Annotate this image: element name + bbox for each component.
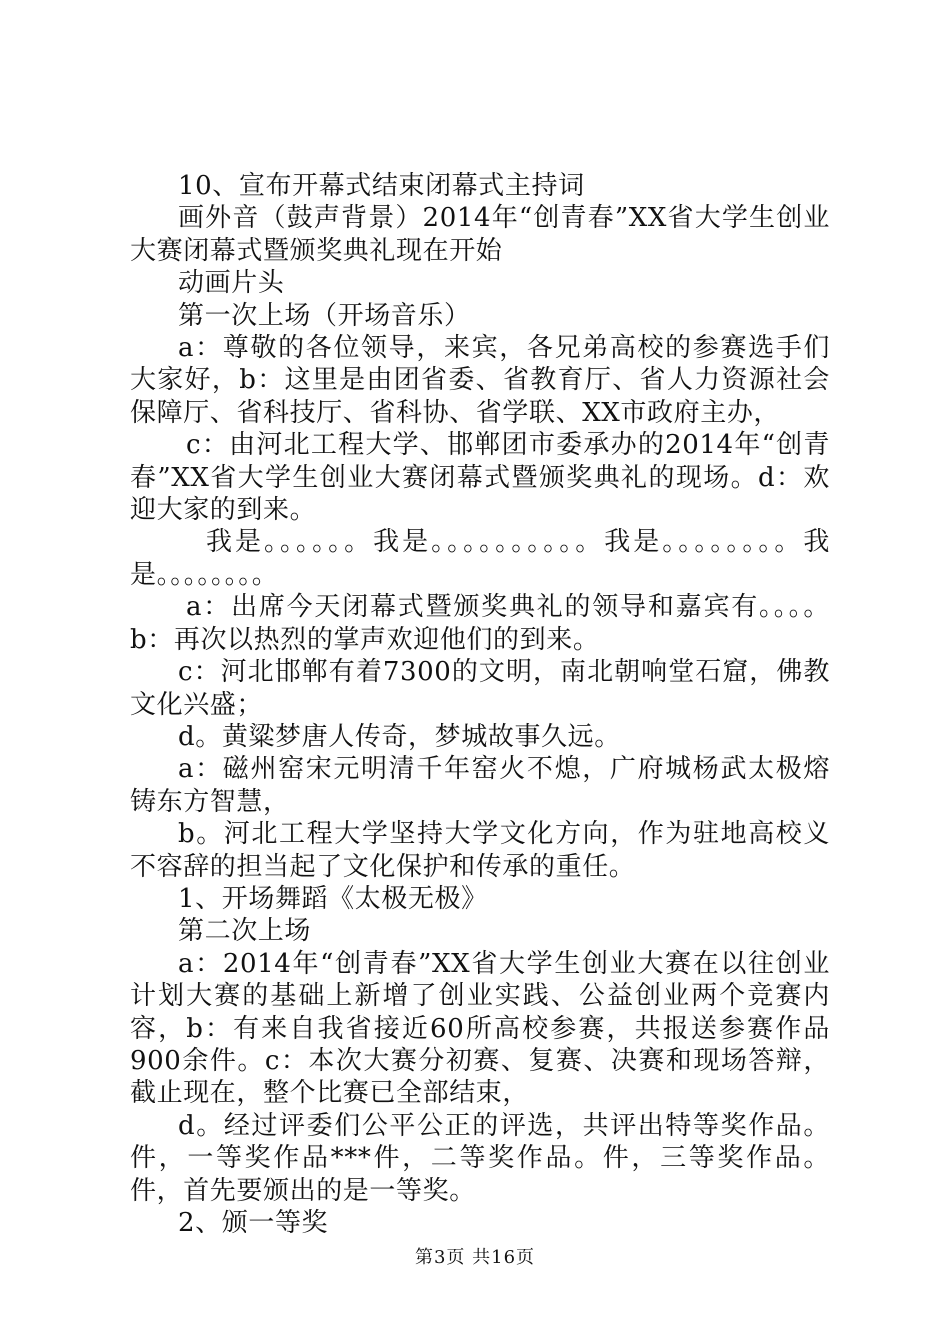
paragraph: 第二次上场	[178, 916, 312, 947]
document-body	[130, 170, 830, 1239]
page-number-footer: 第3页 共16页	[414, 1247, 536, 1268]
paragraph: a：2014年“创青春”XX省大学生创业大赛在以往创业计划大赛的基础上新增了创业实践、公益创业两个竞赛内容，b：有来自我省接近60所高校参赛，共报送参赛作品900余件。c：本次大赛分初赛、复赛、决赛和现场答辩，截止现在，整个比赛已全部结束，	[130, 948, 830, 1109]
paragraph: b。河北工程大学坚持大学文化方向，作为驻地高校义不容辞的担当起了文化保护和传承的重任。	[130, 819, 830, 882]
paragraph: d。黄粱梦唐人传奇，梦城故事久远。	[178, 721, 621, 752]
paragraph: c：由河北工程大学、邯郸团市委承办的2014年“创青春”XX省大学生创业大赛闭幕式暨颁奖典礼的现场。d：欢迎大家的到来。	[130, 430, 830, 526]
paragraph: a：尊敬的各位领导，来宾，各兄弟高校的参赛选手们大家好，b：这里是由团省委、省教育厅、省人力资源社会保障厅、省科技厅、省科协、省学联、XX市政府主办，	[130, 333, 830, 428]
paragraph: 1、开场舞蹈《太极无极》	[178, 883, 488, 914]
paragraph: a：出席今天闭幕式暨颁奖典礼的领导和嘉宾有。。。。b：再次以热烈的掌声欢迎他们的到来。	[130, 592, 830, 655]
paragraph: 2、颁一等奖	[178, 1208, 329, 1238]
paragraph: c：河北邯郸有着7300的文明，南北朝响堂石窟，佛教文化兴盛；	[130, 657, 830, 720]
paragraph: 第一次上场（开场音乐）	[178, 300, 471, 331]
paragraph: 我是。。。。。。我是。。。。。。。。。。我是。。。。。。。。我是。。。。。。。。	[130, 527, 830, 590]
paragraph: a：磁州窑宋元明清千年窑火不熄，广府城杨武太极熔铸东方智慧，	[130, 754, 830, 817]
paragraph: 动画片头	[178, 268, 285, 299]
paragraph: 画外音（鼓声背景）2014年“创青春”XX省大学生创业大赛闭幕式暨颁奖典礼现在开始	[130, 203, 830, 266]
paragraph: d。经过评委们公平公正的评选，共评出特等奖作品。件，一等奖作品***件，二等奖作品。件，三等奖作品。件，首先要颁出的是一等奖。	[130, 1110, 830, 1206]
paragraph: 10、宣布开幕式结束闭幕式主持词	[178, 171, 585, 201]
